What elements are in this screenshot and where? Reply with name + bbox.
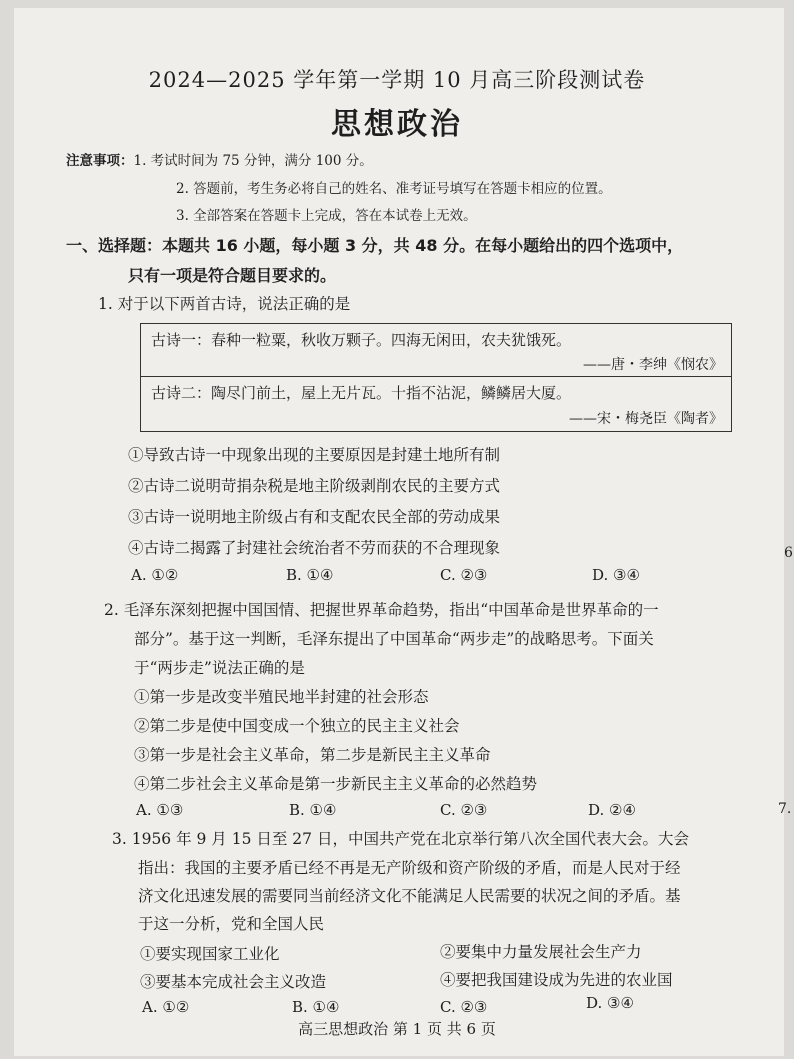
- q2-statement-4: ④第二步社会主义革命是第一步新民主主义革命的必然趋势: [134, 775, 538, 793]
- q3-statement-3: ③要基本完成社会主义改造: [140, 973, 327, 991]
- q2-statement-3: ③第一步是社会主义革命，第二步是新民主主义革命: [134, 746, 491, 764]
- q3-stem-line1: 3. 1956 年 9 月 15 日至 27 日，中国共产党在北京举行第八次全国代表大会。大会: [112, 830, 689, 848]
- margin-mark-6: 6: [784, 545, 793, 561]
- q1-statement-3: ③古诗一说明地主阶级占有和支配农民全部的劳动成果: [128, 508, 501, 526]
- q2-statement-2: ②第二步是使中国变成一个独立的民主主义社会: [134, 717, 460, 735]
- section-heading-line2: 只有一项是符合题目要求的。: [128, 266, 337, 285]
- q3-answer-c: C. ②③: [440, 998, 488, 1016]
- q3-statement-2: ②要集中力量发展社会生产力: [440, 943, 642, 961]
- note-item-1: 1. 考试时间为 75 分钟，满分 100 分。: [133, 153, 373, 169]
- q1-answer-c: C. ②③: [440, 566, 488, 584]
- q1-answer-a: A. ①②: [131, 566, 179, 584]
- q3-stem-line2: 指出：我国的主要矛盾已经不再是无产阶级和资产阶级的矛盾，而是人民对于经: [138, 859, 681, 877]
- section-heading-line1: 一、选择题：本题共 16 小题，每小题 3 分，共 48 分。在每小题给出的四个选项中，: [66, 236, 684, 255]
- margin-mark-7: 7.: [778, 801, 792, 817]
- q2-answer-a: A. ①③: [136, 801, 184, 819]
- q2-answer-c: C. ②③: [440, 801, 488, 819]
- q3-answer-a: A. ①②: [142, 998, 190, 1016]
- q3-answer-d: D. ③④: [586, 994, 634, 1012]
- q2-answer-b: B. ①④: [289, 801, 337, 819]
- q3-statement-4: ④要把我国建设成为先进的农业国: [440, 971, 673, 989]
- notes-label: 注意事项：: [66, 153, 134, 169]
- q2-stem-line1: 2. 毛泽东深刻把握中国国情、把握世界革命趋势，指出“中国革命是世界革命的一: [104, 601, 659, 619]
- q3-stem-line3: 济文化迅速发展的需要同当前经济文化不能满足人民需要的状况之间的矛盾。基: [138, 887, 681, 905]
- subject-title: 思想政治: [331, 107, 463, 142]
- notes-first-line: [66, 149, 373, 169]
- table-divider: [141, 376, 731, 377]
- poem2-text: 古诗二：陶尽门前土，屋上无片瓦。十指不沾泥，鳞鳞居大厦。: [151, 384, 572, 402]
- q2-answer-d: D. ②④: [588, 801, 636, 819]
- q3-answer-b: B. ①④: [292, 998, 340, 1016]
- page-footer: 高三思想政治 第 1 页 共 6 页: [298, 1020, 496, 1038]
- q3-statement-1: ①要实现国家工业化: [140, 945, 280, 963]
- q1-statement-1: ①导致古诗一中现象出现的主要原因是封建土地所有制: [128, 446, 501, 464]
- poem1-text: 古诗一：春种一粒粟，秋收万颗子。四海无闲田，农夫犹饿死。: [151, 331, 572, 349]
- q1-statement-4: ④古诗二揭露了封建社会统治者不劳而获的不合理现象: [128, 539, 501, 557]
- q3-stem-line4: 于这一分析，党和全国人民: [138, 915, 325, 933]
- note-item-3: 3. 全部答案在答题卡上完成，答在本试卷上无效。: [176, 208, 477, 224]
- poem1-source: ——唐・李绅《悯农》: [583, 357, 723, 373]
- q2-stem-line3: 于“两步走”说法正确的是: [134, 659, 305, 677]
- q1-statement-2: ②古诗二说明苛捐杂税是地主阶级剥削农民的主要方式: [128, 477, 501, 495]
- q2-stem-line2: 部分”。基于这一判断，毛泽东提出了中国革命“两步走”的战略思考。下面关: [134, 630, 654, 648]
- q1-answer-d: D. ③④: [592, 566, 640, 584]
- q2-statement-1: ①第一步是改变半殖民地半封建的社会形态: [134, 688, 429, 706]
- poem-table: [140, 323, 732, 432]
- exam-title: 2024—2025 学年第一学期 10 月高三阶段测试卷: [148, 68, 646, 92]
- note-item-2: 2. 答题前，考生务必将自己的姓名、准考证号填写在答题卡相应的位置。: [176, 181, 612, 197]
- q1-stem: 1. 对于以下两首古诗，说法正确的是: [98, 295, 351, 313]
- q1-answer-b: B. ①④: [286, 566, 334, 584]
- poem2-source: ——宋・梅尧臣《陶者》: [569, 411, 723, 427]
